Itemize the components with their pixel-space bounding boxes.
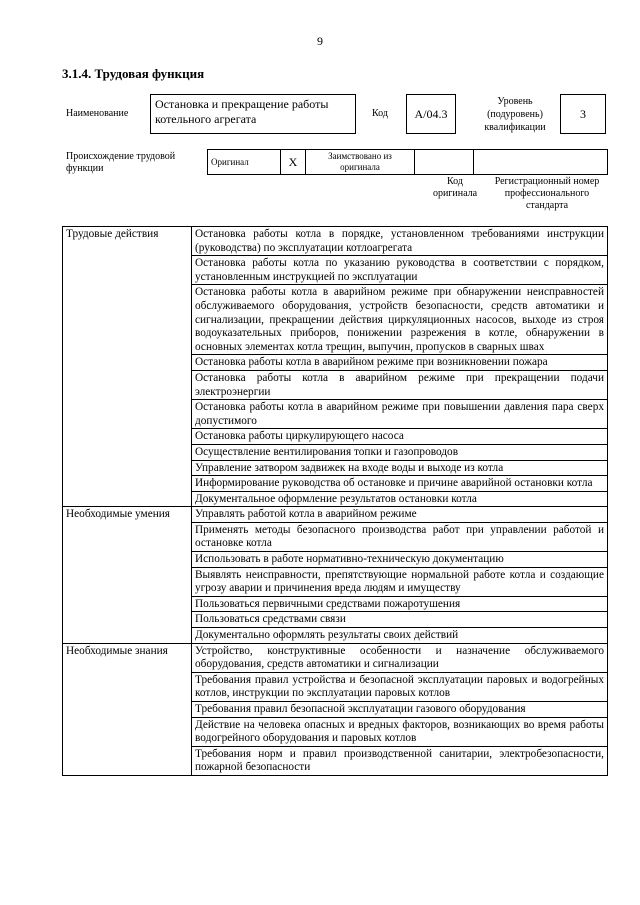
item-cell: Остановка работы котла по указанию руководства в соответствии с порядком, установленным инструкцией по эксплуатации [192, 256, 608, 285]
code-original-caption: Код оригинала [432, 176, 478, 199]
item-cell: Остановка работы котла в аварийном режиме при повышении давления пара сверх допустимого [192, 400, 608, 429]
item-cell: Управлять работой котла в аварийном режиме [192, 507, 608, 523]
origin-code-cell [415, 150, 474, 175]
level-label: Уровень (подуровень) квалификации [484, 96, 546, 133]
page-number: 9 [317, 34, 323, 48]
item-cell: Использовать в работе нормативно-техническую документацию [192, 552, 608, 568]
level-value: 3 [560, 94, 606, 134]
item-cell: Остановка работы котла в аварийном режиме при возникновении пожара [192, 355, 608, 371]
category-cell: Трудовые действия [63, 227, 192, 507]
origin-mark: X [281, 150, 306, 175]
item-cell: Требования правил устройства и безопасной эксплуатации паровых и водогрейных котлов, инструкции по эксплуатации паровых котлов [192, 672, 608, 701]
item-cell: Требования норм и правил производственной санитарии, электробезопасности, пожарной безопасности [192, 746, 608, 775]
item-cell: Осуществление вентилирования топки и газопроводов [192, 444, 608, 460]
item-cell: Действие на человека опасных и вредных факторов, возникающих во время работы водогрейного оборудования и паровых котлов [192, 717, 608, 746]
item-cell: Остановка работы котла в порядке, установленном требованиями инструкции (руководства) по эксплуатации котлоагрегата [192, 227, 608, 256]
item-cell: Управление затвором задвижек на входе воды и выходе из котла [192, 460, 608, 476]
labor-function-table [62, 226, 608, 776]
item-cell: Пользоваться средствами связи [192, 612, 608, 628]
item-cell: Остановка работы циркулирующего насоса [192, 429, 608, 445]
item-cell: Выявлять неисправности, препятствующие нормальной работе котла и создающие угрозу аварии и причинения вреда людям и имуществу [192, 567, 608, 596]
name-value: Остановка и прекращение работы котельного агрегата [150, 94, 356, 134]
code-value: А/04.3 [406, 94, 456, 134]
section-title: 3.1.4. Трудовая функция [62, 66, 205, 81]
origin-original: Оригинал [208, 150, 281, 175]
table-row [63, 507, 608, 523]
item-cell: Информирование руководства об остановке и причине аварийной остановки котла [192, 476, 608, 492]
item-cell: Применять методы безопасного производства работ при управлении работой и остановке котла [192, 522, 608, 551]
category-cell: Необходимые умения [63, 507, 192, 643]
table-row [63, 227, 608, 256]
item-cell: Документальное оформление результатов остановки котла [192, 491, 608, 507]
item-cell: Остановка работы котла в аварийном режиме при обнаружении неисправностей обслуживаемого оборудования, устройств безопасности, средств автоматики и сигнализации, прекращении действия циркуляционных насосов, выходе из строя водоуказательных приборов, понижении разрежения в котле, обнаружении в основных элементах котла трещин, выпучин, пропусков в сварных швах [192, 285, 608, 355]
category-cell: Необходимые знания [63, 643, 192, 775]
origin-table [207, 149, 608, 175]
item-cell: Требования правил безопасной эксплуатации газового оборудования [192, 702, 608, 718]
code-label: Код [372, 108, 388, 119]
table-row [63, 643, 608, 672]
origin-reg-cell [474, 150, 608, 175]
item-cell: Документально оформлять результаты своих действий [192, 628, 608, 644]
name-label: Наименование [66, 108, 129, 119]
item-cell: Остановка работы котла в аварийном режиме при прекращении подачи электроэнергии [192, 370, 608, 399]
item-cell: Пользоваться первичными средствами пожаротушения [192, 596, 608, 612]
origin-label: Происхождение трудовой функции [66, 151, 176, 174]
reg-number-caption: Регистрационный номер профессионального стандарта [494, 176, 600, 211]
item-cell: Устройство, конструктивные особенности и назначение обслуживаемого оборудования, средств автоматики и сигнализации [192, 643, 608, 672]
origin-borrowed: Заимствовано из оригинала [306, 150, 415, 175]
